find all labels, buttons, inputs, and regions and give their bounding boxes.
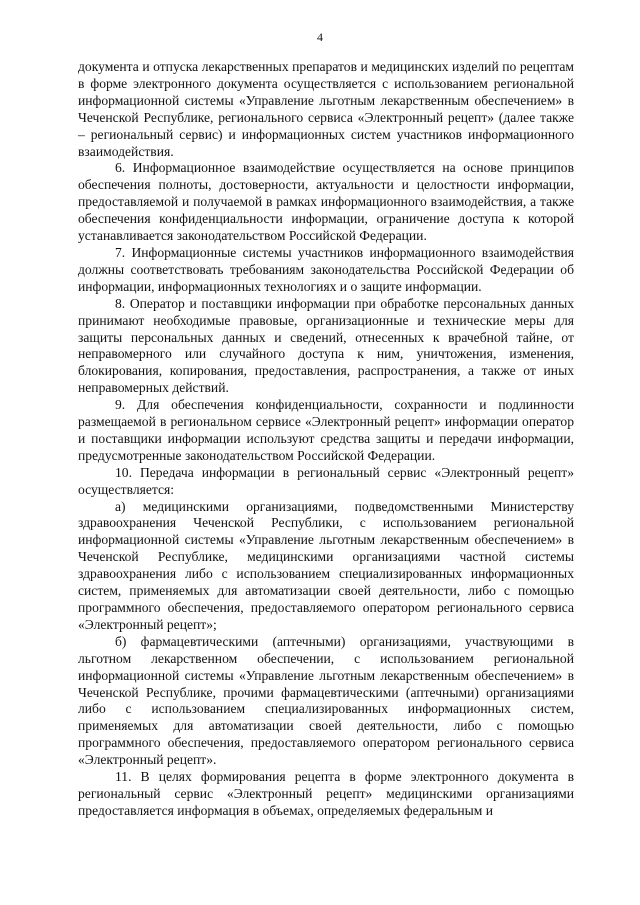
paragraph-6: 6. Информационное взаимодействие осуществляется на основе принципов обеспечения полноты, достоверности, актуальности и целостности информации, предоставляемой и получаемой в рамках информационного взаимодействия, а также обеспечения конфиденциальности информации, ограничение доступа к которой устанавливается законодательством Российской Федерации. — [78, 160, 574, 244]
paragraph-10: 10. Передача информации в региональный сервис «Электронный рецепт» осуществляется: — [78, 464, 574, 497]
paragraph-10b: б) фармацевтическими (аптечными) организациями, участвующими в льготном лекарственном обеспечении, с использованием региональной информационной системы «Управление льготным лекарственным обеспечением» в Чеченской Республике, прочими фармацевтическими (аптечными) организациями либо с использованием специализированных информационных систем, применяемых для автоматизации своей деятельности, либо с помощью программного обеспечения, предоставляемого оператором регионального сервиса «Электронный рецепт». — [78, 633, 574, 768]
paragraph-continuation: документа и отпуска лекарственных препаратов и медицинских изделий по рецептам в форме электронного документа осуществляется с использованием региональной информационной системы «Управление льготным лекарственным обеспечением» в Чеченской Республике, регионального сервиса «Электронный рецепт» (далее также – региональный сервис) и информационных систем участников информационного взаимодействия. — [78, 59, 574, 159]
paragraph-11: 11. В целях формирования рецепта в форме электронного документа в региональный сервис «Электронный рецепт» медицинскими организациями предоставляется информация в объемах, определяемых федеральным и — [78, 769, 574, 818]
document-body — [78, 59, 574, 820]
paragraph-7: 7. Информационные системы участников информационного взаимодействия должны соответствовать требованиям законодательства Российской Федерации об информации, информационных технологиях и о защите информации. — [78, 244, 574, 294]
page-number: 4 — [317, 30, 323, 44]
paragraph-9: 9. Для обеспечения конфиденциальности, сохранности и подлинности размещаемой в региональном сервисе «Электронный рецепт» информации оператор и поставщики информации используют средства защиты и передачи информации, предусмотренные законодательством Российской Федерации. — [78, 397, 574, 463]
paragraph-8: 8. Оператор и поставщики информации при обработке персональных данных принимают необходимые правовые, организационные и технические меры для защиты персональных данных и сведений, отнесенных к врачебной тайне, от неправомерного или случайного доступа к ним, уничтожения, изменения, блокирования, копирования, предоставления, распространения, а также от иных неправомерных действий. — [78, 295, 574, 396]
paragraph-10a: а) медицинскими организациями, подведомственными Министерству здравоохранения Чеченской Республики, с использованием региональной информационной системы «Управление льготным лекарственным обеспечением» в Чеченской Республике, медицинскими организациями частной системы здравоохранения либо с использованием специализированных информационных систем, применяемых для автоматизации своей деятельности, либо с помощью программного обеспечения, предоставляемого оператором регионального сервиса «Электронный рецепт»; — [78, 498, 574, 632]
